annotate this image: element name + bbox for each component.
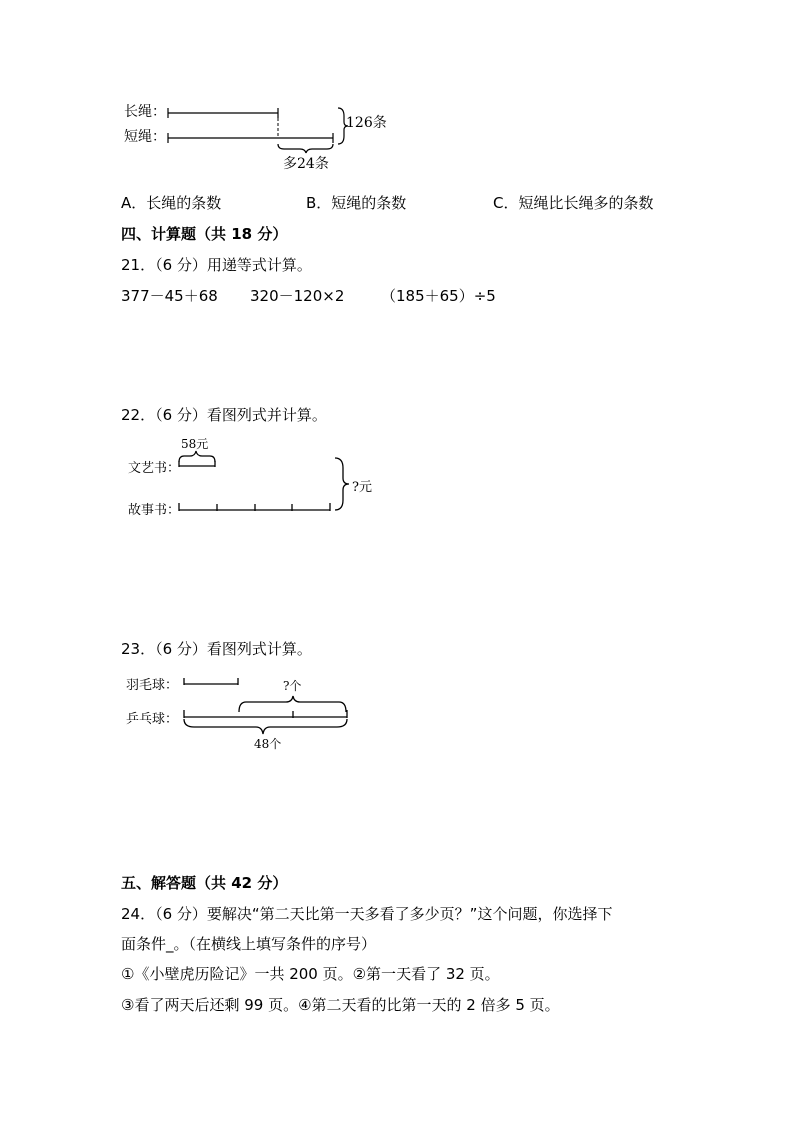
q22-top-label: 文艺书： (128, 461, 181, 476)
q22-price-label: 58元 (181, 437, 209, 451)
option-b-letter: B． (306, 194, 332, 212)
short-rope-label: 短绳： (124, 129, 166, 145)
q24-line-2: 面条件_。（在横线上填写条件的序号） (121, 935, 377, 953)
q21-expression-1: 377－45＋68 (121, 287, 218, 305)
q22-question-label: ?元 (352, 480, 372, 495)
option-a-text: 长绳的条数 (146, 194, 222, 212)
q21-expression-3: （185＋65）÷5 (381, 287, 496, 305)
q23-top-label: 羽毛球： (126, 678, 179, 693)
q23-header: 23．（6 分）看图列式计算。 (121, 640, 312, 658)
option-a-letter: A． (121, 194, 147, 212)
section-5-title: 五、解答题（共 42 分） (121, 874, 288, 892)
q22-header: 22．（6 分）看图列式并计算。 (121, 406, 327, 424)
long-rope-label: 长绳： (124, 104, 166, 120)
option-c-letter: C． (493, 194, 519, 212)
q24-line-3: ①《小壁虎历险记》一共 200 页。②第一天看了 32 页。 (121, 965, 500, 983)
q23-bottom-label: 乒乓球： (126, 712, 179, 727)
q22-bottom-label: 故事书： (128, 503, 181, 518)
option-b-text: 短绳的条数 (331, 194, 407, 212)
q21-expression-2: 320－120×2 (250, 287, 345, 305)
q24-line-1: 24．（6 分）要解决“第二天比第一天多看了多少页？”这个问题，你选择下 (121, 905, 613, 923)
option-c-text: 短绳比长绳多的条数 (518, 194, 654, 212)
q23-bars (176, 672, 356, 742)
difference-label: 多24条 (283, 156, 329, 172)
total-rope-label: 126条 (346, 115, 387, 131)
q21-header: 21．（6 分）用递等式计算。 (121, 256, 312, 274)
section-4-title: 四、计算题（共 18 分） (121, 225, 288, 243)
option-c[interactable] (493, 192, 654, 213)
option-b[interactable] (306, 192, 406, 213)
option-a[interactable] (121, 192, 221, 213)
q22-bars (170, 448, 360, 518)
q23-question-label: ?个 (283, 679, 302, 693)
q23-total-label: 48个 (254, 737, 282, 751)
q24-line-4: ③看了两天后还剩 99 页。④第二天看的比第一天的 2 倍多 5 页。 (121, 996, 560, 1014)
